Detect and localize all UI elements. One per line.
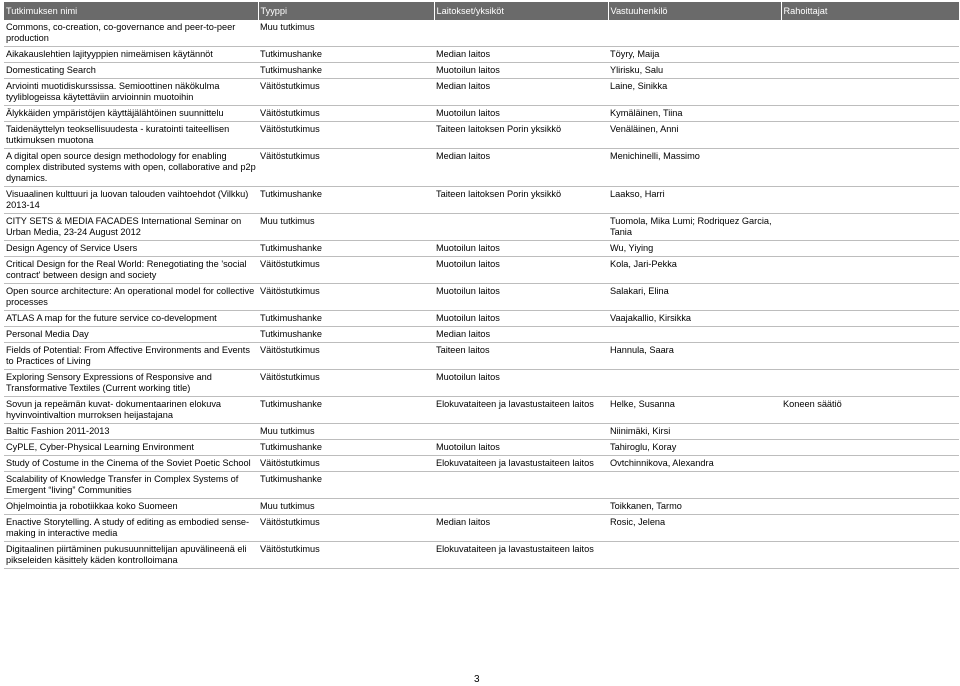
- cell-type: Tutkimushanke: [258, 187, 434, 214]
- cell-department: [434, 499, 608, 515]
- cell-research-name: Critical Design for the Real World: Renegotiating the 'social contract' between design and society: [4, 257, 258, 284]
- cell-research-name: Exploring Sensory Expressions of Responsive and Transformative Textiles (Current working title): [4, 370, 258, 397]
- cell-department: [434, 424, 608, 440]
- header-responsible-person: Vastuuhenkilö: [608, 2, 781, 20]
- cell-department: Muotoilun laitos: [434, 370, 608, 397]
- cell-department: Muotoilun laitos: [434, 257, 608, 284]
- cell-type: Tutkimushanke: [258, 47, 434, 63]
- cell-department: Muotoilun laitos: [434, 241, 608, 257]
- cell-funder: [781, 284, 959, 311]
- cell-responsible-person: Niinimäki, Kirsi: [608, 424, 781, 440]
- cell-funder: [781, 311, 959, 327]
- cell-research-name: Visuaalinen kulttuuri ja luovan talouden vaihtoehdot (Vilkku) 2013-14: [4, 187, 258, 214]
- cell-responsible-person: Laakso, Harri: [608, 187, 781, 214]
- cell-funder: [781, 106, 959, 122]
- cell-funder: [781, 343, 959, 370]
- cell-research-name: A digital open source design methodology for enabling complex distributed systems with open, collaborative and p2p dynamics.: [4, 149, 258, 187]
- cell-research-name: CITY SETS & MEDIA FACADES International Seminar on Urban Media, 23-24 August 2012: [4, 214, 258, 241]
- cell-department: Muotoilun laitos: [434, 63, 608, 79]
- cell-type: Väitöstutkimus: [258, 542, 434, 569]
- cell-type: Väitöstutkimus: [258, 343, 434, 370]
- cell-funder: [781, 327, 959, 343]
- cell-department: Muotoilun laitos: [434, 311, 608, 327]
- cell-department: Elokuvataiteen ja lavastustaiteen laitos: [434, 456, 608, 472]
- cell-funder: Koneen säätiö: [781, 397, 959, 424]
- cell-research-name: Älykkäiden ympäristöjen käyttäjälähtöinen suunnittelu: [4, 106, 258, 122]
- cell-research-name: Baltic Fashion 2011-2013: [4, 424, 258, 440]
- cell-department: [434, 20, 608, 47]
- cell-responsible-person: Menichinelli, Massimo: [608, 149, 781, 187]
- cell-responsible-person: Salakari, Elina: [608, 284, 781, 311]
- cell-research-name: Sovun ja repeämän kuvat- dokumentaarinen elokuva hyvinvointivaltion murroksen heijastajana: [4, 397, 258, 424]
- cell-type: Väitöstutkimus: [258, 370, 434, 397]
- cell-type: Väitöstutkimus: [258, 79, 434, 106]
- table-row: [4, 20, 959, 47]
- cell-type: Tutkimushanke: [258, 440, 434, 456]
- cell-responsible-person: Wu, Yiying: [608, 241, 781, 257]
- cell-type: Muu tutkimus: [258, 424, 434, 440]
- header-type: Tyyppi: [258, 2, 434, 20]
- cell-funder: [781, 370, 959, 397]
- cell-department: Muotoilun laitos: [434, 284, 608, 311]
- table-row: [4, 284, 959, 311]
- table-row: [4, 214, 959, 241]
- cell-responsible-person: Vaajakallio, Kirsikka: [608, 311, 781, 327]
- cell-department: Median laitos: [434, 79, 608, 106]
- table-row: [4, 63, 959, 79]
- table-row: [4, 370, 959, 397]
- cell-type: Tutkimushanke: [258, 397, 434, 424]
- cell-responsible-person: Töyry, Maija: [608, 47, 781, 63]
- cell-responsible-person: Kymäläinen, Tiina: [608, 106, 781, 122]
- cell-funder: [781, 20, 959, 47]
- cell-department: Muotoilun laitos: [434, 440, 608, 456]
- cell-responsible-person: [608, 370, 781, 397]
- table-row: [4, 515, 959, 542]
- table-header-row: [4, 2, 959, 20]
- table-row: [4, 122, 959, 149]
- cell-research-name: ATLAS A map for the future service co-development: [4, 311, 258, 327]
- cell-research-name: Fields of Potential: From Affective Environments and Events to Practices of Living: [4, 343, 258, 370]
- table-row: [4, 472, 959, 499]
- cell-research-name: Open source architecture: An operational model for collective processes: [4, 284, 258, 311]
- cell-responsible-person: Tahiroglu, Koray: [608, 440, 781, 456]
- cell-department: Median laitos: [434, 149, 608, 187]
- cell-type: Tutkimushanke: [258, 241, 434, 257]
- cell-responsible-person: Tuomola, Mika Lumi; Rodriquez Garcia, Tania: [608, 214, 781, 241]
- cell-funder: [781, 122, 959, 149]
- cell-funder: [781, 515, 959, 542]
- cell-research-name: Enactive Storytelling. A study of editing as embodied sense-making in interactive media: [4, 515, 258, 542]
- table-row: [4, 499, 959, 515]
- cell-responsible-person: Hannula, Saara: [608, 343, 781, 370]
- cell-responsible-person: Kola, Jari-Pekka: [608, 257, 781, 284]
- cell-responsible-person: [608, 472, 781, 499]
- cell-type: Tutkimushanke: [258, 311, 434, 327]
- cell-funder: [781, 63, 959, 79]
- cell-research-name: Arviointi muotidiskurssissa. Semioottinen näkökulma tyyliblogeissa käytettäviin arvioinnin muotoihin: [4, 79, 258, 106]
- cell-type: Tutkimushanke: [258, 472, 434, 499]
- cell-research-name: Aikakauslehtien lajityyppien nimeämisen käytännöt: [4, 47, 258, 63]
- cell-type: Muu tutkimus: [258, 214, 434, 241]
- cell-department: Taiteen laitoksen Porin yksikkö: [434, 187, 608, 214]
- cell-department: Taiteen laitoksen Porin yksikkö: [434, 122, 608, 149]
- cell-research-name: Commons, co-creation, co-governance and peer-to-peer production: [4, 20, 258, 47]
- header-departments: Laitokset/yksiköt: [434, 2, 608, 20]
- cell-funder: [781, 499, 959, 515]
- table-row: [4, 187, 959, 214]
- cell-department: Muotoilun laitos: [434, 106, 608, 122]
- cell-responsible-person: [608, 327, 781, 343]
- cell-responsible-person: Ylirisku, Salu: [608, 63, 781, 79]
- cell-responsible-person: Helke, Susanna: [608, 397, 781, 424]
- table-row: [4, 311, 959, 327]
- table-row: [4, 79, 959, 106]
- cell-funder: [781, 79, 959, 106]
- cell-type: Väitöstutkimus: [258, 515, 434, 542]
- cell-funder: [781, 241, 959, 257]
- cell-type: Väitöstutkimus: [258, 149, 434, 187]
- research-table: [4, 2, 959, 569]
- cell-funder: [781, 424, 959, 440]
- table-row: [4, 456, 959, 472]
- cell-research-name: Domesticating Search: [4, 63, 258, 79]
- cell-research-name: Digitaalinen piirtäminen pukusuunnittelijan apuvälineenä eli pikseleiden käsittely käden kontrolloimana: [4, 542, 258, 569]
- cell-department: [434, 214, 608, 241]
- table-row: [4, 343, 959, 370]
- cell-responsible-person: Venäläinen, Anni: [608, 122, 781, 149]
- cell-funder: [781, 440, 959, 456]
- cell-funder: [781, 472, 959, 499]
- cell-research-name: Design Agency of Service Users: [4, 241, 258, 257]
- cell-department: Median laitos: [434, 327, 608, 343]
- cell-department: Median laitos: [434, 47, 608, 63]
- header-research-name: Tutkimuksen nimi: [4, 2, 258, 20]
- cell-department: Elokuvataiteen ja lavastustaiteen laitos: [434, 397, 608, 424]
- cell-funder: [781, 214, 959, 241]
- cell-funder: [781, 257, 959, 284]
- cell-research-name: Scalability of Knowledge Transfer in Complex Systems of Emergent “living” Communities: [4, 472, 258, 499]
- cell-type: Väitöstutkimus: [258, 456, 434, 472]
- cell-funder: [781, 456, 959, 472]
- table-row: [4, 241, 959, 257]
- table-row: [4, 440, 959, 456]
- table-row: [4, 106, 959, 122]
- table-row: [4, 542, 959, 569]
- cell-department: Median laitos: [434, 515, 608, 542]
- cell-responsible-person: Laine, Sinikka: [608, 79, 781, 106]
- cell-responsible-person: [608, 542, 781, 569]
- cell-research-name: Personal Media Day: [4, 327, 258, 343]
- cell-type: Väitöstutkimus: [258, 257, 434, 284]
- table-row: [4, 327, 959, 343]
- cell-department: Taiteen laitos: [434, 343, 608, 370]
- cell-funder: [781, 47, 959, 63]
- table-row: [4, 149, 959, 187]
- cell-department: [434, 472, 608, 499]
- cell-responsible-person: Rosic, Jelena: [608, 515, 781, 542]
- cell-type: Väitöstutkimus: [258, 284, 434, 311]
- table-body: [4, 20, 959, 569]
- header-funders: Rahoittajat: [781, 2, 959, 20]
- cell-responsible-person: Toikkanen, Tarmo: [608, 499, 781, 515]
- cell-funder: [781, 187, 959, 214]
- cell-research-name: CyPLE, Cyber-Physical Learning Environment: [4, 440, 258, 456]
- cell-research-name: Taidenäyttelyn teoksellisuudesta - kuratointi taiteellisen tutkimuksen muotona: [4, 122, 258, 149]
- cell-responsible-person: Ovtchinnikova, Alexandra: [608, 456, 781, 472]
- table-row: [4, 424, 959, 440]
- cell-type: Väitöstutkimus: [258, 122, 434, 149]
- table-row: [4, 47, 959, 63]
- cell-responsible-person: [608, 20, 781, 47]
- cell-type: Muu tutkimus: [258, 499, 434, 515]
- cell-funder: [781, 542, 959, 569]
- cell-type: Tutkimushanke: [258, 63, 434, 79]
- page-number: 3: [474, 674, 480, 685]
- cell-department: Elokuvataiteen ja lavastustaiteen laitos: [434, 542, 608, 569]
- table-row: [4, 397, 959, 424]
- cell-funder: [781, 149, 959, 187]
- table-row: [4, 257, 959, 284]
- cell-type: Muu tutkimus: [258, 20, 434, 47]
- cell-type: Tutkimushanke: [258, 327, 434, 343]
- cell-type: Väitöstutkimus: [258, 106, 434, 122]
- cell-research-name: Study of Costume in the Cinema of the Soviet Poetic School: [4, 456, 258, 472]
- cell-research-name: Ohjelmointia ja robotiikkaa koko Suomeen: [4, 499, 258, 515]
